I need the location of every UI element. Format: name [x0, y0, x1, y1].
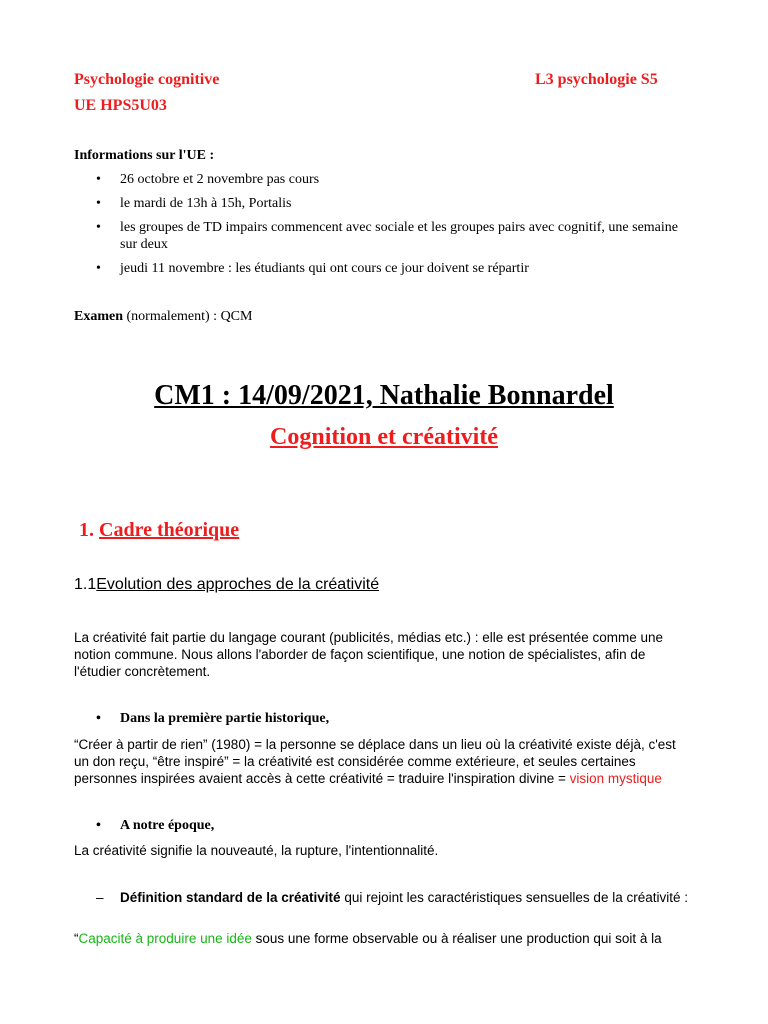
vision-mystique-highlight: vision mystique	[569, 771, 662, 786]
exam-label: Examen	[74, 309, 123, 324]
bullet-dot: •	[96, 818, 101, 833]
quote-mark: “	[74, 931, 79, 946]
section-heading	[79, 519, 239, 542]
subsection-title: Evolution des approches de la créativité	[96, 576, 380, 593]
modern-paragraph: La créativité signifie la nouveauté, la rupture, l'intentionnalité.	[74, 843, 439, 858]
definition-label: Définition standard de la créativité	[120, 890, 341, 905]
subsection-number: 1.1	[74, 576, 97, 593]
dash-marker: –	[96, 890, 104, 905]
info-item: • jeudi 11 novembre : les étudiants qui ont cours ce jour doivent se répartir	[74, 260, 694, 277]
quote-highlight: Capacité à produire une idée	[78, 931, 252, 946]
bullet-modern-text: A notre époque,	[120, 818, 215, 833]
bullet-dot: •	[96, 711, 101, 726]
lecture-topic: Cognition et créativité	[270, 424, 498, 450]
definition-quote	[74, 930, 714, 947]
standard-definition	[96, 889, 690, 906]
historical-paragraph	[74, 736, 694, 787]
intro-paragraph: La créativité fait partie du langage courant (publicités, médias etc.) : elle est présentée comme une notion commune. Nous allons l'aborder de façon scientifique, une notion de spécialistes, afin de l'étudier concrètement.	[74, 630, 664, 679]
ue-code: UE HPS5U03	[74, 97, 167, 114]
bullet-historical-text: Dans la première partie historique,	[120, 711, 330, 726]
info-item: • le mardi de 13h à 15h, Portalis	[74, 195, 694, 212]
info-heading: Informations sur l'UE :	[74, 148, 215, 163]
course-level: L3 psychologie S5	[535, 71, 658, 88]
lecture-title: CM1 : 14/09/2021, Nathalie Bonnardel	[154, 380, 614, 411]
exam-line	[74, 308, 252, 325]
bullet-historical	[96, 711, 330, 727]
bullet-modern	[96, 818, 215, 834]
info-item: • 26 octobre et 2 novembre pas cours	[74, 171, 694, 188]
exam-detail: (normalement) : QCM	[123, 309, 253, 324]
definition-text: qui rejoint les caractéristiques sensuelles de la créativité :	[340, 890, 688, 905]
info-item: • les groupes de TD impairs commencent avec sociale et les groupes pairs avec cognitif, une semaine sur deux	[74, 219, 694, 253]
quote-text: sous une forme observable ou à réaliser une production qui soit à la	[251, 931, 662, 946]
section-title: Cadre théorique	[99, 519, 240, 541]
subsection-heading	[74, 576, 379, 594]
section-number: 1.	[79, 519, 94, 541]
course-name: Psychologie cognitive	[74, 71, 220, 88]
info-list	[74, 171, 694, 284]
historical-text: “Créer à partir de rien” (1980) = la personne se déplace dans un lieu où la créativité existe déjà, c'est un don reçu, “être inspiré” = la créativité est considérée comme extérieure, et seules certaines personnes inspirées avaient accès à cette créativité = traduire l'inspiration divine =	[74, 737, 676, 786]
